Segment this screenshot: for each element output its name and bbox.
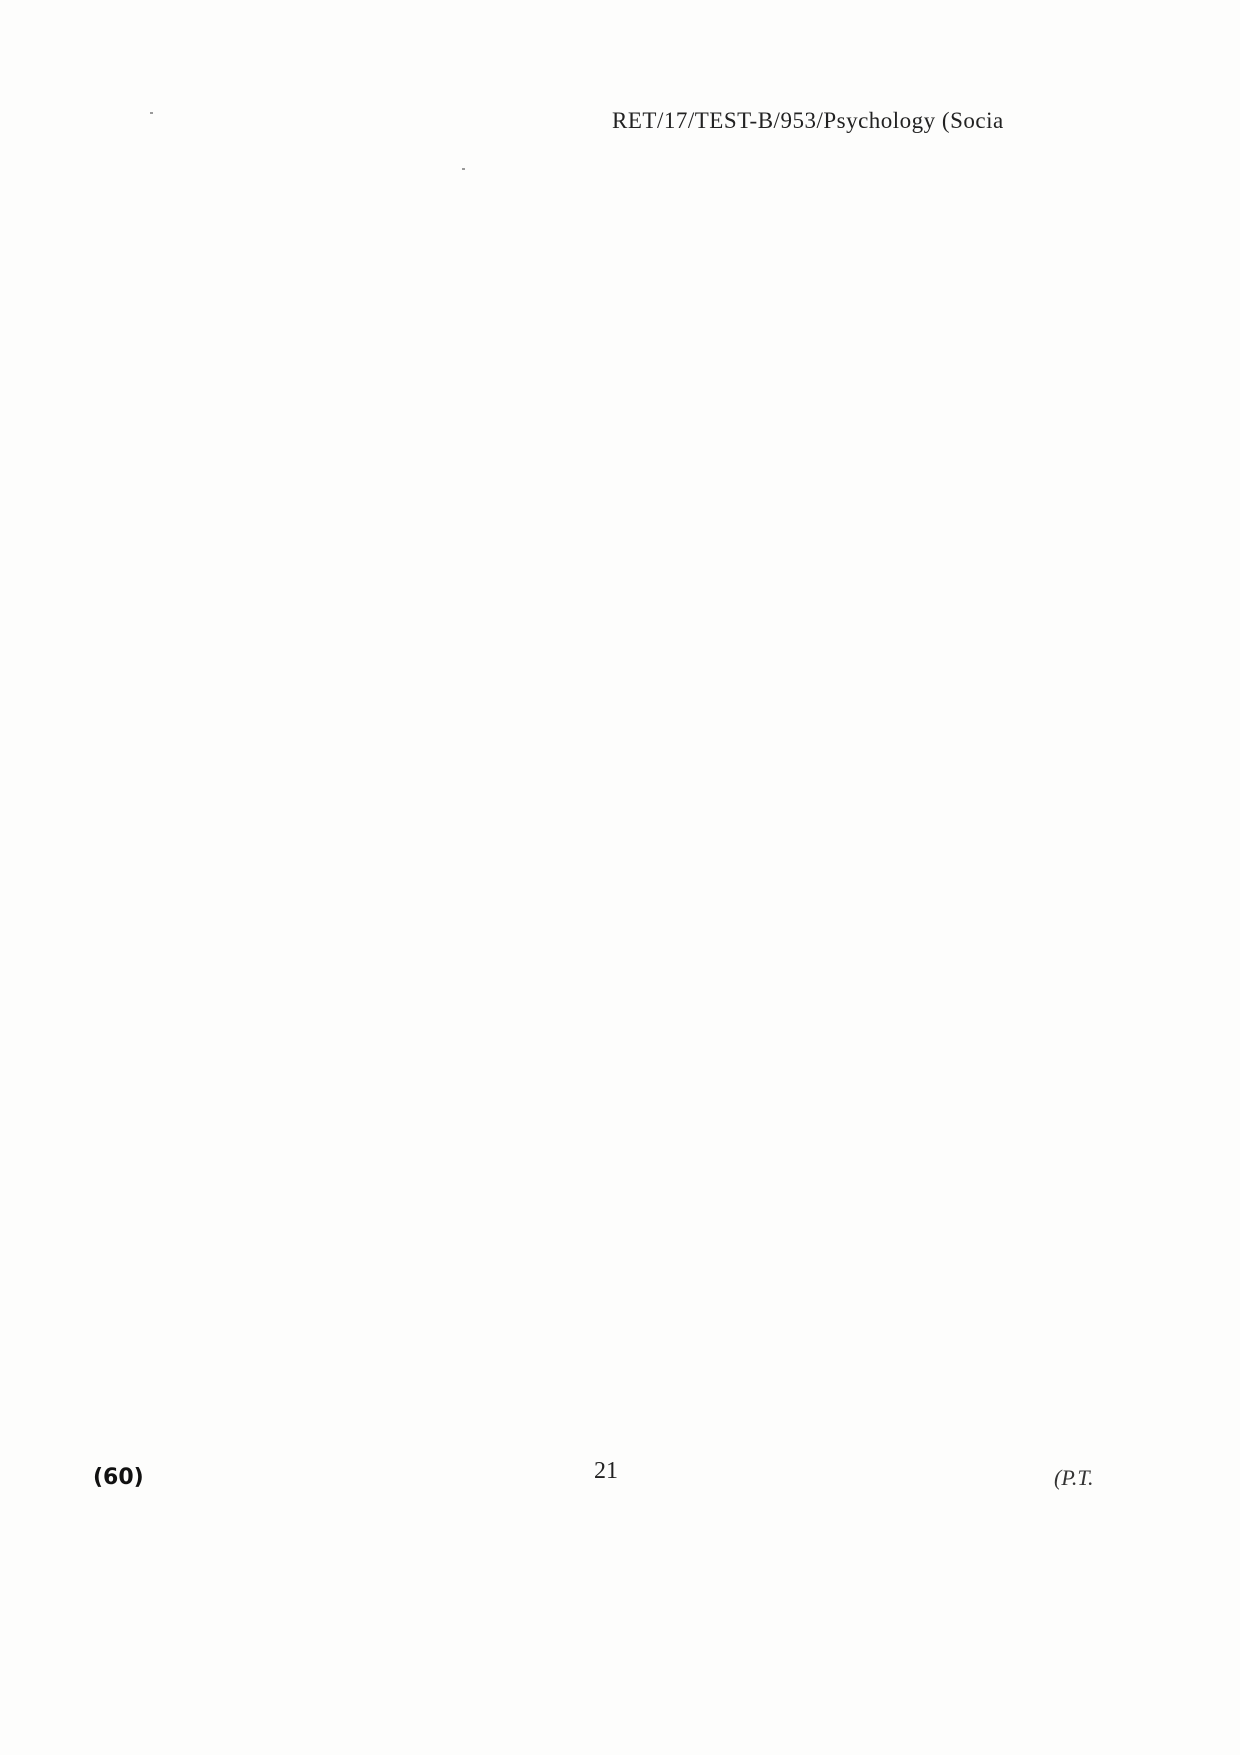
scan-speck — [150, 112, 153, 114]
page-number: 21 — [594, 1458, 618, 1484]
paper-code-header: RET/17/TEST-B/953/Psychology (Socia — [612, 108, 1004, 133]
scan-speck — [462, 168, 465, 170]
footer-set-code: (60) — [93, 1465, 144, 1490]
please-turn-over: (P.T. — [1054, 1465, 1094, 1490]
